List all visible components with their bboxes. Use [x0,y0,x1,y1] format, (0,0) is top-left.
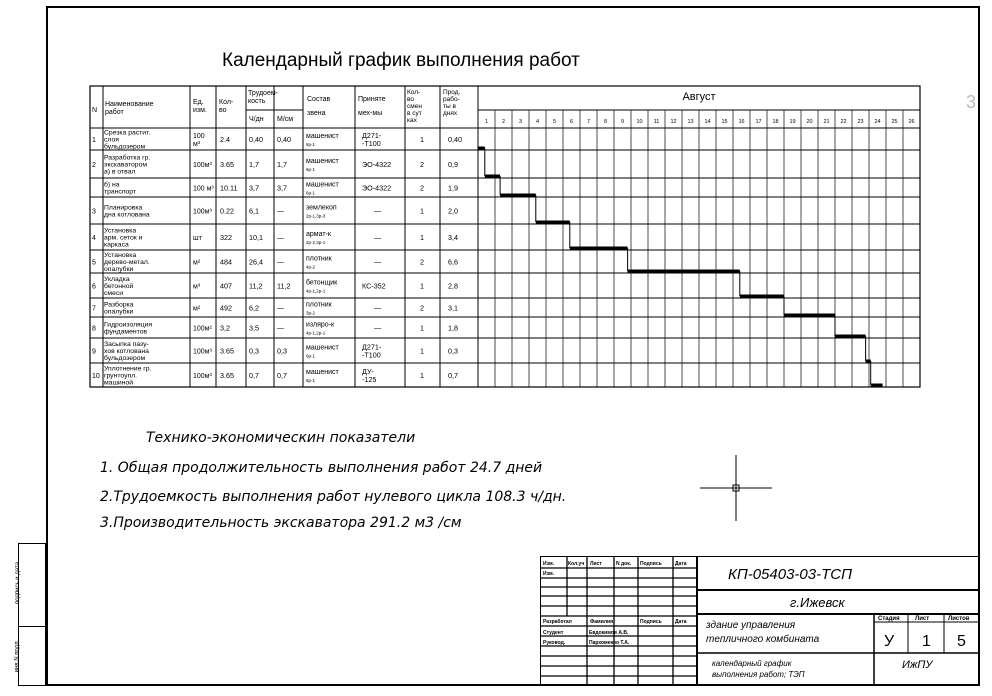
row-num: 4 [92,235,96,242]
row-crew-sub: 6р-1 [306,190,316,196]
stamp-row-supervisor: Руковод. [543,640,566,646]
row-duration: 3,1 [448,303,458,313]
row-crew: машенист [306,158,339,165]
row-crew-sub: 6р-1 [306,378,316,383]
gantt-day-label: 4 [535,119,540,125]
row-name: Разработка гр. [104,154,151,162]
row-num: 8 [92,325,96,333]
stamp-building-line1: здание управления [706,620,796,631]
row-num: 7 [92,305,96,313]
row-labor-chdn: 26,4 [249,257,263,267]
gantt-day-label: 24 [874,119,881,125]
row-shifts: 1 [420,346,424,356]
gantt-day-label: 15 [721,119,728,125]
stamp-head-podpis: Подпись [640,561,662,567]
row-labor-chdn: 11,2 [249,281,263,291]
stamp-role-surname: Фамилия [590,619,613,625]
row-crew-sub: 4р-2 [306,264,316,270]
row-crew: изляро-к [306,321,335,329]
header-labor-chdn: Ч/дн [249,116,264,123]
row-labor-msm: 0,7 [277,371,287,380]
row-duration: 1,9 [448,183,458,193]
stamp-name-supervisor: Пархоменко Т.А. [589,640,630,646]
row-machine: Д271- [362,342,382,352]
row-labor-msm: — [277,323,285,333]
row-name: дна котлована [104,211,150,219]
row-unit: 100м³ [193,208,212,216]
row-name: машиной [104,379,134,387]
row-name: Срезка растит. [104,129,151,137]
row-name: а) в отвал [104,168,136,176]
stamp-sheets-label: Листов [948,616,970,622]
gantt-day-label: 19 [789,119,796,125]
row-labor-msm: 0,40 [277,135,291,144]
row-labor-chdn: 6,2 [249,303,259,313]
row-qty: 3.65 [220,160,234,169]
row-shifts: 1 [420,233,424,242]
row-name: бетонной [104,283,134,290]
header-shifts-line: смен [407,103,422,110]
row-unit: шт [193,235,202,242]
row-name: опалубки [104,308,134,316]
stamp-row-izm: Изм. [543,571,555,577]
row-crew-sub: 3р-2 [306,310,316,316]
stamp-head-data: Дата [675,561,687,567]
row-duration: 0,40 [448,135,462,144]
row-shifts: 1 [420,206,424,216]
row-name: фундаментов [104,328,148,336]
row-machine: ЭО-4322 [362,183,392,193]
stamp-role-date: Дата [675,619,687,625]
left-margin-strip [14,543,46,686]
stamp-org: ИжПУ [902,659,933,671]
header-shifts-line: Кол- [407,89,421,96]
header-labor-line2: кость [248,98,266,105]
row-unit: 100м³ [193,348,212,356]
gantt-day-label: 2 [501,119,506,125]
row-qty: 2.4 [220,135,230,144]
row-name: б) на [104,181,120,189]
stamp-head-ndok: N док. [616,561,632,567]
row-machine: -125 [362,375,377,384]
row-labor-chdn: 0,3 [249,346,259,356]
row-unit: м³ [193,141,201,148]
row-machine: — [374,303,382,313]
gantt-day-label: 26 [908,119,915,125]
stamp-stage-value: У [884,633,895,650]
left-strip-top-cell [15,544,45,627]
row-duration: 2,0 [448,206,458,216]
header-duration-line: днях [443,110,458,117]
row-crew: плотник [306,301,332,309]
stamp-city: г.Ижевск [790,595,845,610]
row-name: опалубки [104,266,134,273]
row-machine: — [374,233,382,242]
row-unit: 100 м³ [193,185,214,193]
row-machine: — [374,323,382,333]
row-duration: 0,9 [448,160,458,169]
row-name: Установка [104,252,137,259]
header-month: Август [682,91,716,103]
row-crew: машенист [306,181,339,189]
row-qty: 492 [220,303,232,313]
stamp-doc-code: КП-05403-03-ТСП [728,566,852,583]
header-crew-line2: звена [307,110,326,117]
row-shifts: 1 [420,281,424,291]
stamp-sheet-title-line1: календарный график [712,659,792,668]
stamp-role-signature: Подпись [640,619,662,625]
gantt-day-label: 16 [738,119,745,125]
row-name: слоя [104,136,119,144]
gantt-day-label: 8 [603,119,608,125]
row-shifts: 1 [420,371,424,380]
row-labor-chdn: 3,7 [249,183,259,193]
header-labor-msm: М/см [277,116,294,123]
row-labor-msm: 0,3 [277,346,287,356]
row-labor-msm: 1,7 [277,160,287,169]
row-name: Засыпка пазу- [104,341,149,348]
stamp-sheet-label: Лист [915,616,930,622]
row-crew-sub: 2р-2,3р-1 [306,240,326,245]
row-num: 9 [92,348,96,356]
row-labor-chdn: 0,7 [249,371,259,380]
row-shifts: 1 [420,323,424,333]
row-labor-msm: — [277,257,285,267]
row-shifts: 2 [420,303,424,313]
row-crew-sub: 6р-1 [306,353,316,359]
gantt-day-label: 1 [484,119,489,125]
gantt-day-label: 10 [636,119,643,125]
row-unit: 100м³ [193,162,212,169]
stamp-sheet-title-line2: выполнения работ; ТЭП [712,670,805,679]
crosshair-cursor-icon [700,455,772,521]
row-duration: 6,6 [448,257,458,267]
row-name: экскаватором [104,161,148,169]
tep-line-duration: 1. Общая продолжительность выполнения работ 24.7 дней [100,460,543,476]
row-qty: 10.11 [220,183,238,193]
header-name-line2: работ [105,109,124,116]
gantt-day-label: 18 [772,119,779,125]
gantt-day-label: 3 [518,119,523,125]
row-unit: м² [193,305,201,313]
row-labor-msm: — [277,206,285,216]
row-qty: 3,2 [220,323,230,333]
row-qty: 3.65 [220,346,234,356]
row-labor-chdn: 10,1 [249,233,263,242]
row-name: Разборка [104,301,134,309]
header-duration-line: ты в [443,103,456,110]
left-strip-bottom-cell [14,627,45,685]
header-machines-line2: мех-мы [358,110,383,117]
tep-line-productivity: 3.Производительность экскаватора 291.2 м3 /см [100,515,462,531]
header-qty-line1: Кол- [219,99,234,106]
row-shifts: 2 [420,183,424,193]
row-machine: — [374,206,382,216]
header-labor-line1: Трудоем- [248,90,278,97]
row-name: смеси [104,290,124,297]
stamp-role-developed: Разработал [543,619,572,625]
row-labor-msm: — [277,303,285,313]
tep-heading: Технико-экономическин показатели [146,430,416,446]
row-duration: 0,3 [448,346,458,356]
header-shifts-line: в сут [407,110,422,117]
row-num: 1 [92,137,96,144]
row-crew: землекоп [306,204,337,212]
row-crew: армат-к [306,231,331,238]
row-qty: 0.22 [220,206,234,216]
row-qty: 322 [220,233,232,242]
header-name-line1: Наименование [105,101,154,108]
row-shifts: 1 [420,135,424,144]
row-crew-sub: 4р-1,2р-1 [306,288,326,294]
left-strip-inventory-label: инв.N подл. [14,639,21,673]
header-qty-line2: во [219,107,227,114]
row-crew: машенист [306,133,339,140]
gantt-day-label: 5 [552,119,557,125]
row-num: 6 [92,283,96,291]
row-qty: 484 [220,257,232,267]
row-name: Уплотнение гр. [104,365,152,373]
gantt-day-label: 22 [840,119,847,125]
row-machine: ДУ- [362,367,374,376]
gantt-day-label: 9 [620,119,625,125]
stamp-row-student: Студент [543,630,564,636]
row-machine: Д271- [362,131,382,140]
row-name: хов котлована [104,348,149,355]
gantt-day-label: 11 [653,119,660,125]
gantt-day-label: 12 [670,119,677,125]
header-crew-line1: Состав [307,96,331,103]
header-duration-line: рабо- [443,96,460,103]
header-unit-line2: изм. [193,107,207,114]
row-name: дерево-метал. [104,259,150,266]
row-num: 10 [92,373,100,380]
stamp-sheets-value: 5 [957,633,966,650]
row-duration: 0,7 [448,371,458,380]
row-crew: машенист [306,344,339,352]
row-labor-chdn: 6,1 [249,206,259,216]
tep-line-labor: 2.Трудоемкость выполнения работ нулевого цикла 108.3 ч/дн. [100,489,567,505]
row-duration: 3,4 [448,233,458,242]
header-num: N [92,107,98,114]
gantt-day-label: 7 [586,119,591,125]
row-num: 3 [92,208,96,216]
gantt-day-label: 13 [687,119,694,125]
row-machine: -Т100 [362,139,381,148]
row-shifts: 2 [420,160,424,169]
edge-page-mark: 3 [966,92,977,112]
row-unit: м³ [193,283,201,291]
row-name: Планировка [104,204,143,212]
stamp-head-list: Лист [590,561,602,567]
row-crew-sub: 6р-1 [306,142,316,147]
row-unit: 100м³ [193,373,212,380]
row-machine: — [374,257,382,267]
row-shifts: 2 [420,257,424,267]
row-qty: 407 [220,281,232,291]
header-unit-line1: Ед. [193,99,204,106]
row-qty: 3.65 [220,371,234,380]
row-unit: 100 [193,133,205,140]
row-labor-chdn: 0,40 [249,135,263,144]
stamp-sheet-value: 1 [922,633,931,650]
stamp-building-line2: тепличного комбината [706,634,820,645]
row-crew: машенист [306,369,339,376]
row-name: арм. сеток и [104,234,143,242]
row-crew: бетонщик [306,279,338,287]
row-labor-chdn: 3,5 [249,323,259,333]
row-labor-msm: — [277,233,285,242]
gantt-day-label: 6 [569,119,574,125]
row-machine: КС-352 [362,281,386,291]
gantt-day-label: 17 [755,119,762,125]
stamp-name-student: Евдокимов А.В. [589,630,629,636]
gantt-day-label: 25 [891,119,898,125]
page-title: Календарный график выполнения работ [222,50,580,71]
row-unit: м² [193,259,201,267]
header-machines-line1: Приняте [358,96,386,103]
gantt-day-label: 20 [806,119,813,125]
row-num: 5 [92,259,96,267]
header-duration-line: Прод. [443,89,461,96]
row-name: транспорт [104,188,137,196]
gantt-day-label: 21 [823,119,830,125]
table-border [90,86,920,387]
row-name: Гидроизоляция [104,321,153,329]
row-machine: -Т100 [362,350,381,360]
row-name: грунтоупл. [104,372,138,380]
row-name: бульдозером [104,143,146,151]
stamp-stage-label: Стадия [878,616,900,622]
row-num: 2 [92,162,96,169]
row-duration: 2,8 [448,281,458,291]
row-machine: ЭО-4322 [362,160,392,169]
row-name: Установка [104,227,137,235]
row-name: бульдозером [104,355,146,362]
title-block [540,556,980,686]
stamp-head-koluch: Кол.уч [568,561,585,567]
row-labor-msm: 11,2 [277,281,291,291]
row-name: Укладка [104,276,130,283]
gantt-day-label: 23 [857,119,864,125]
header-shifts-line: во [407,96,414,103]
row-labor-msm: 3,7 [277,183,287,193]
row-duration: 1,8 [448,323,458,333]
header-shifts-line: ках [407,117,417,124]
row-crew: плотник [306,255,332,263]
row-labor-chdn: 1,7 [249,160,259,169]
row-name: каркаса [104,241,129,249]
row-crew-sub: 4р-1,2р-1 [306,330,326,336]
left-strip-signature-label: подпись и дата [15,561,22,605]
row-crew-sub: 6р-1 [306,167,316,172]
gantt-day-label: 14 [704,119,711,125]
row-unit: 100м² [193,325,212,333]
row-crew-sub: 2р-1,3р-3 [306,213,326,219]
stamp-head-izm: Изм. [543,561,555,567]
